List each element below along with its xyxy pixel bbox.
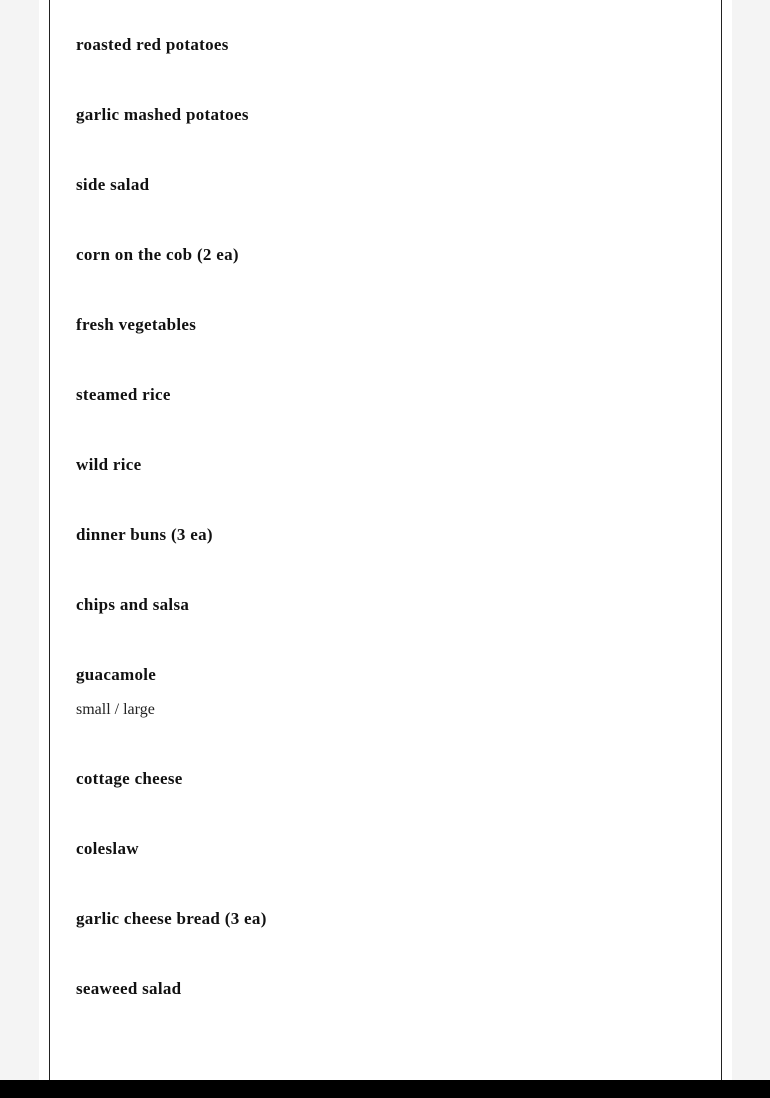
- menu-item: [76, 454, 267, 524]
- menu-item-name: garlic mashed potatoes: [76, 105, 249, 124]
- menu-item-name: seaweed salad: [76, 979, 182, 998]
- menu-item: [76, 768, 267, 838]
- menu-item: [76, 978, 267, 1048]
- menu-item-name: side salad: [76, 175, 150, 194]
- menu-item: [76, 384, 267, 454]
- menu-item: [76, 174, 267, 244]
- menu-item-name: steamed rice: [76, 385, 171, 404]
- menu-item-name: wild rice: [76, 455, 142, 474]
- bottom-bar: [0, 1080, 770, 1098]
- menu-item: [76, 594, 267, 664]
- menu-item: [76, 314, 267, 384]
- menu-item-size-options: small / large: [76, 701, 155, 718]
- menu-item-name: chips and salsa: [76, 595, 190, 614]
- menu-item: [76, 524, 267, 594]
- menu-item: [76, 34, 267, 104]
- menu-item-name: corn on the cob (2 ea): [76, 245, 239, 264]
- menu-item-name: dinner buns (3 ea): [76, 525, 213, 544]
- menu-item-name: cottage cheese: [76, 769, 183, 788]
- menu-item-name: roasted red potatoes: [76, 35, 229, 54]
- menu-item: [76, 244, 267, 314]
- menu-item-name: guacamole: [76, 665, 157, 684]
- menu-item: [76, 104, 267, 174]
- menu-item-name: garlic cheese bread (3 ea): [76, 909, 267, 928]
- side-dishes-list: [76, 34, 267, 1048]
- menu-panel: [49, 0, 722, 1080]
- menu-item-name: fresh vegetables: [76, 315, 197, 334]
- menu-item: [76, 908, 267, 978]
- menu-item: [76, 838, 267, 908]
- menu-item-name: coleslaw: [76, 839, 139, 858]
- menu-item: [76, 664, 267, 768]
